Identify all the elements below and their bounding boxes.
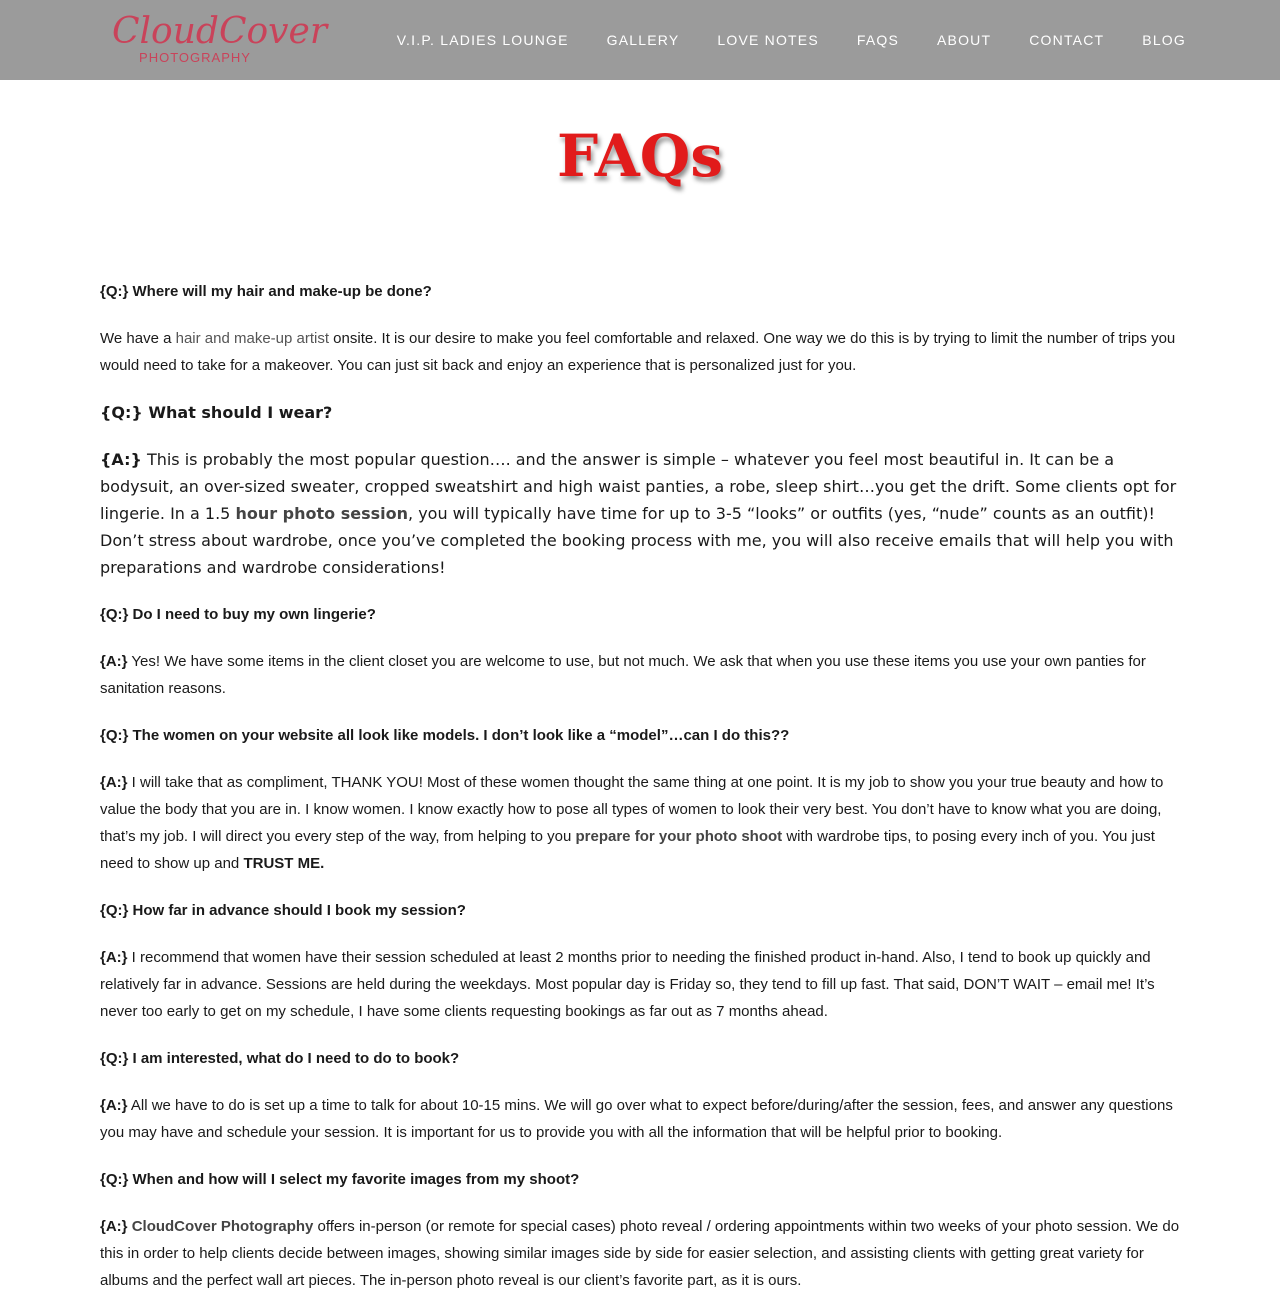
answer-text: I recommend that women have their session scheduled at least 2 months prior to needing the finished product in-hand. Also, I tend to book up quickly and relatively far in advance. Sessions are held during the weekdays. Most popular day is Friday so, they tend to fill up fast. That said, DON’T WAIT – email me! It’s never too early to get on my schedule, I have some clients requesting bookings as far out as 7 months ahead. [100,949,1155,1020]
answer-text: onsite. It is our desire to make you feel comfortable and relaxed. One way we do this is by trying to limit the number of trips you would need to take for a makeover. You can just sit back and enjoy an experience that is personalized just for you. [100,330,1176,374]
faq-answer [100,944,1182,1025]
site-header [0,0,1280,80]
answer-text: I will take that as compliment, THANK YOU! Most of these women thought the same thing at one point. It is my job to show you your true beauty and how to value the body that you are in. I know women. I know exactly how to pose all types of women to look their very best. You don’t have to know what you are doing, that’s my job. I will direct you every step of the way, from helping to you [100,774,1164,845]
faq-question: {Q:} Do I need to buy my own lingerie? [100,606,376,623]
answer-text: offers in-person (or remote for special cases) photo reveal / ordering appointments within two weeks of your photo session. We do this in order to help clients decide between images, showing similar images side by side for easier selection, and assisting clients with getting great variety for albums and the perfect wall art pieces. The in-person photo reveal is our client’s favorite part, as it is ours. [100,1218,1180,1289]
faq-answer [100,1092,1182,1146]
faq-answer [100,648,1182,702]
answer-text: We have a [100,330,176,347]
answer-label: {A:} [100,1097,128,1114]
main-nav [397,0,1186,80]
faq-content [100,278,1182,1314]
answer-label: {A:} [100,653,128,670]
photo-session-link[interactable]: hour photo session [235,504,409,523]
logo-sub-text: PHOTOGRAPHY [139,50,251,65]
faq-question: {Q:} The women on your website all look like models. I don’t look like a “model”…can I do this?? [100,727,790,744]
faq-question: {Q:} When and how will I select my favorite images from my shoot? [100,1171,580,1188]
cloudcover-photography-link[interactable]: CloudCover Photography [131,1218,314,1235]
nav-contact[interactable]: CONTACT [1029,32,1105,48]
nav-faqs[interactable]: FAQS [856,32,900,48]
faq-question: {Q:} Where will my hair and make-up be done? [100,283,432,300]
answer-text: , you will typically have time for up to 3-5 “looks” or outfits (yes, “nude” counts as an outfit)! Don’t stress about wardrobe, once you’ve completed the booking process with me, you will also receive emails that will help you with preparations and wardrobe considerations! [100,504,1174,577]
answer-text: Yes! We have some items in the client closet you are welcome to use, but not much. We ask that when you use these items you use your own panties for sanitation reasons. [100,653,1146,697]
answer-label: {A:} [100,774,128,791]
site-logo[interactable] [112,10,328,70]
trust-me-text: TRUST ME. [243,855,325,872]
prepare-photo-shoot-link[interactable]: prepare for your photo shoot [575,828,783,845]
faq-answer [100,446,1182,581]
faq-answer [100,769,1182,877]
answer-label: {A:} [100,949,128,966]
faq-answer [100,325,1182,379]
logo-script-text: CloudCover [112,11,328,52]
faq-question: {Q:} I am interested, what do I need to do to book? [100,1050,460,1067]
hair-makeup-artist-link[interactable]: hair and make-up artist [175,330,330,347]
faq-question: {Q:} What should I wear? [100,403,333,422]
answer-label: {A:} [100,450,142,469]
answer-text: All we have to do is set up a time to talk for about 10-15 mins. We will go over what to expect before/during/after the session, fees, and answer any questions you may have and schedule your session. It is important for us to provide you with all the information that will be helpful prior to booking. [100,1097,1173,1141]
page-title: FAQs [557,122,723,190]
faq-answer [100,1213,1182,1294]
nav-love-notes[interactable]: LOVE NOTES [717,32,819,48]
answer-text: This is probably the most popular question…. and the answer is simple – whatever you feel most beautiful in. It can be a bodysuit, an over-sized sweater, cropped sweatshirt and high waist panties, a robe, sleep shirt…you get the drift. Some clients opt for lingerie. In a 1.5 [100,450,1177,523]
answer-text: with wardrobe tips, to posing every inch of you. You just need to show up and [100,828,1155,872]
nav-about[interactable]: ABOUT [937,32,992,48]
faq-question: {Q:} How far in advance should I book my session? [100,902,466,919]
nav-vip-ladies-lounge[interactable]: V.I.P. LADIES LOUNGE [396,32,569,48]
answer-label: {A:} [100,1218,128,1235]
nav-gallery[interactable]: GALLERY [606,32,680,48]
nav-blog[interactable]: BLOG [1142,32,1186,48]
